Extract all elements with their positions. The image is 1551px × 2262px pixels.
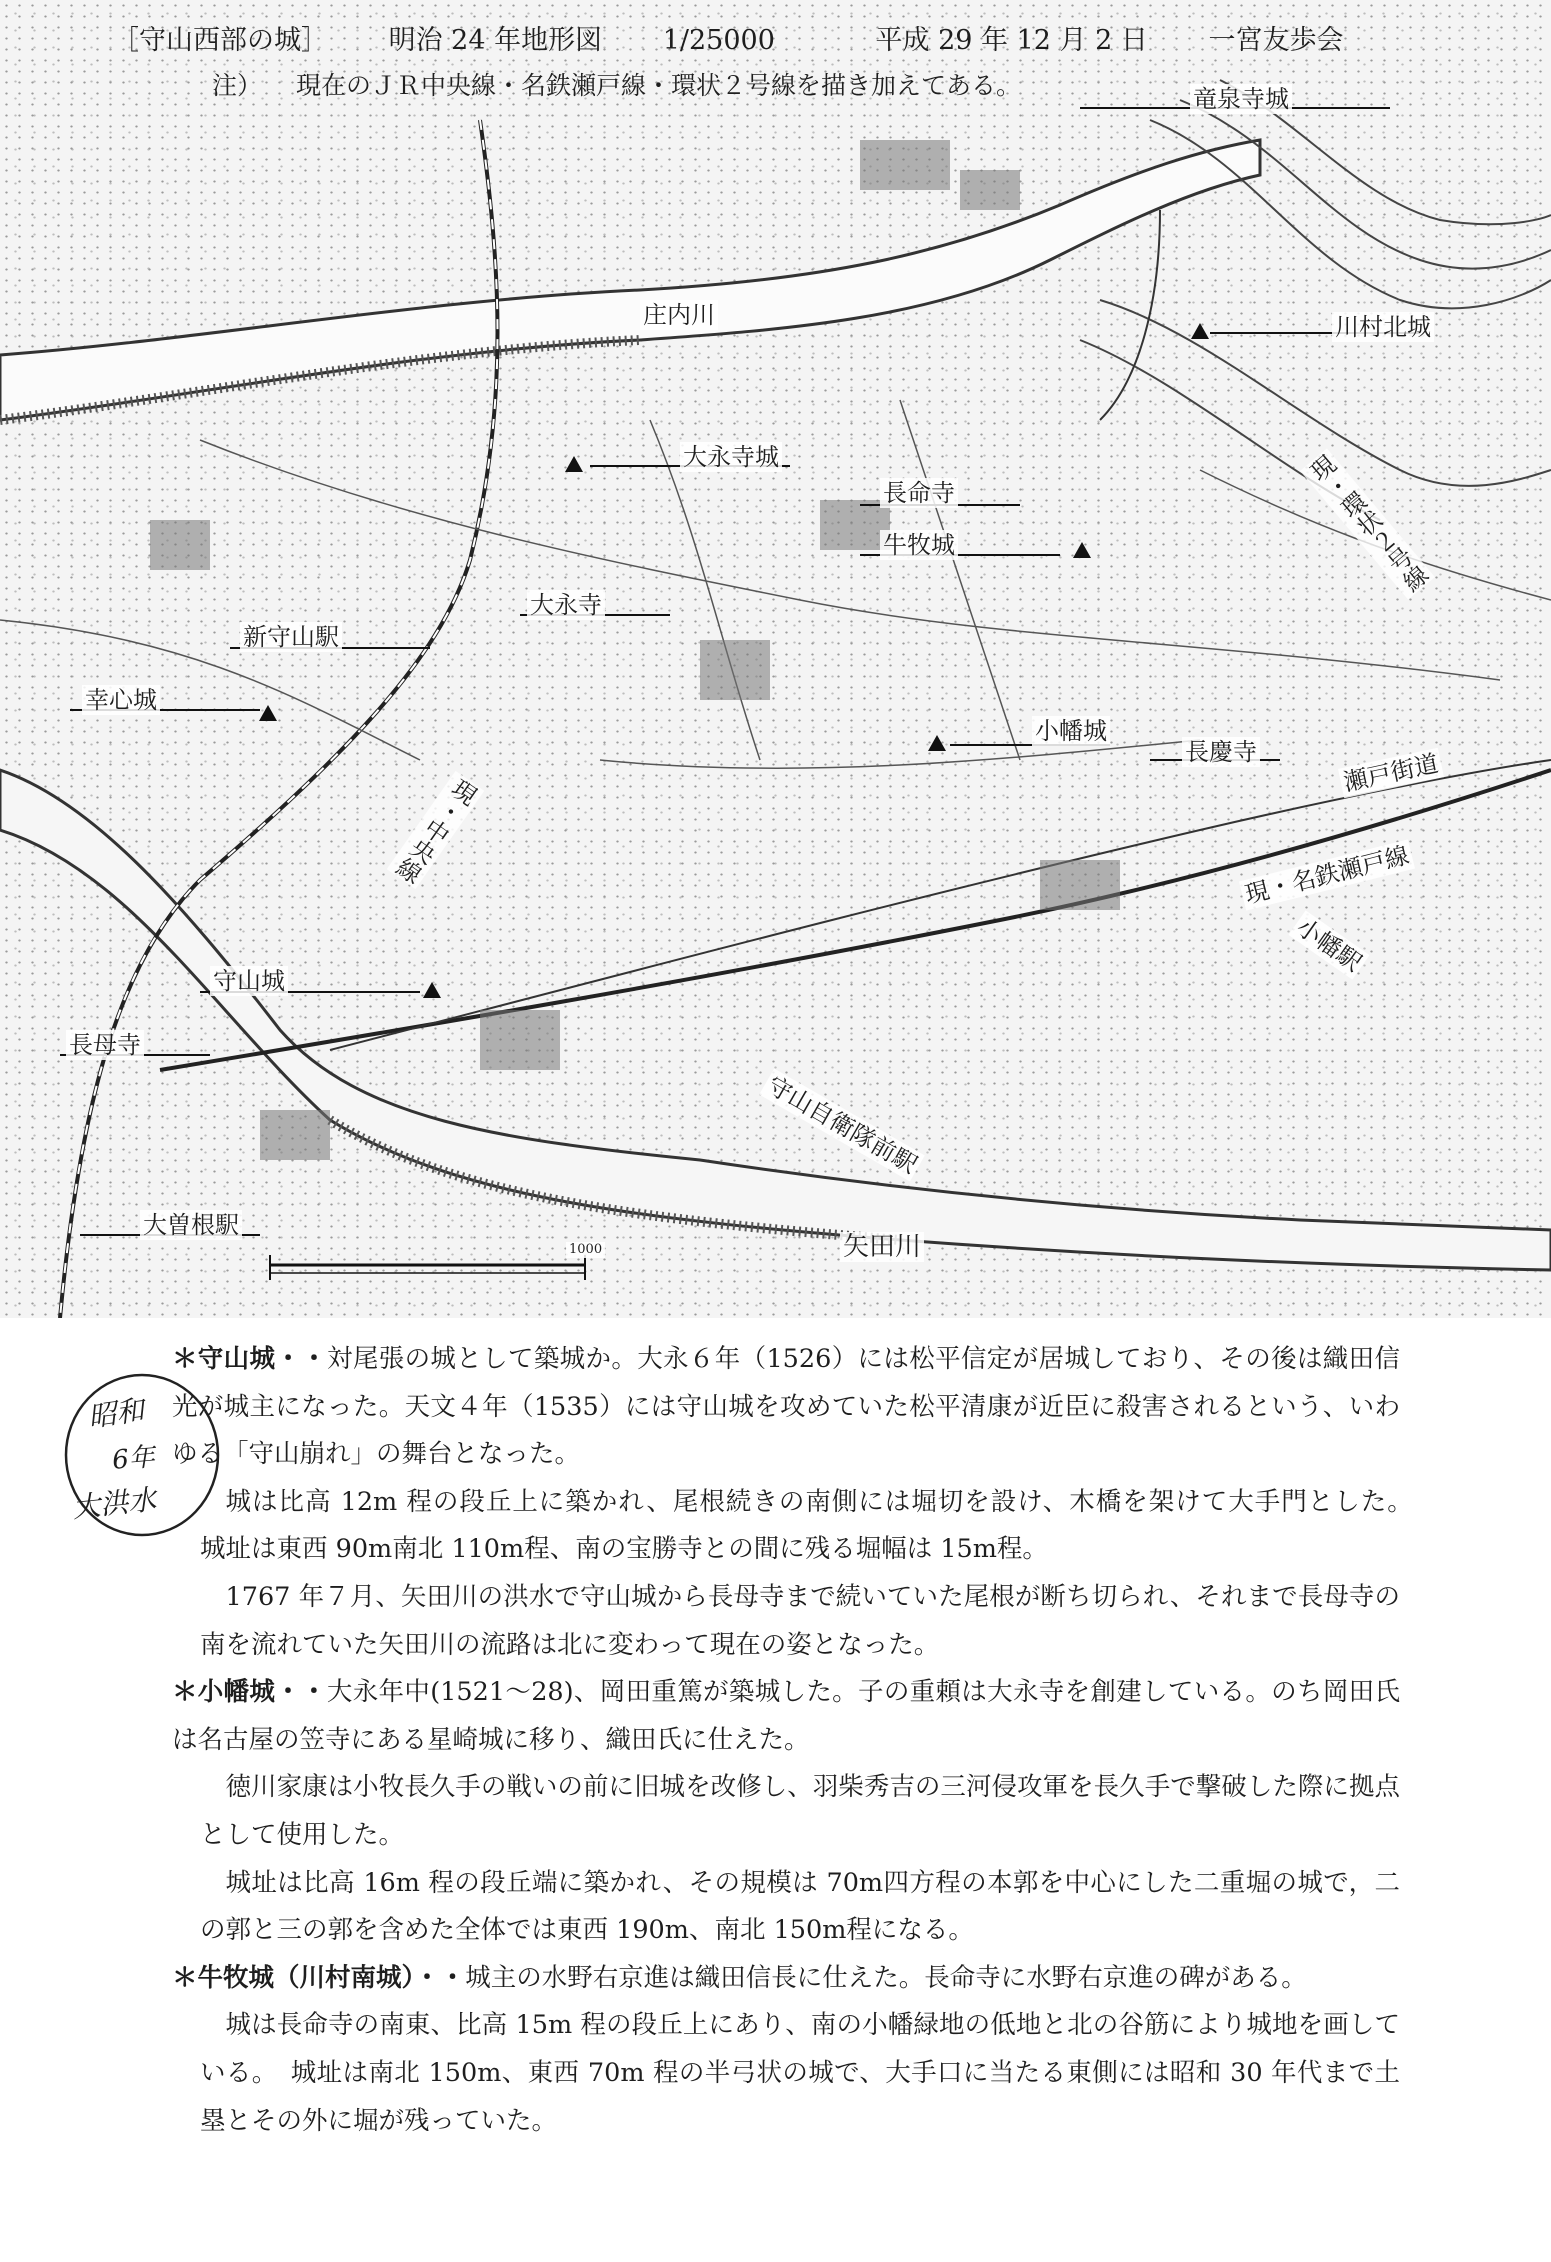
label-shin-moriyama: 新守山駅 [240,622,342,652]
header-title: ［守山西部の城］ [112,25,328,56]
label-daieiji: 大永寺 [527,590,605,620]
castle-marker-koshin [259,705,277,721]
label-seto-kaido: 瀬戸街道 [1338,748,1444,799]
label-chokeiji: 長慶寺 [1182,737,1260,767]
label-scale-end: 1000 [566,1242,605,1258]
castle-marker-moriyama [423,982,441,998]
header-map-name: 明治 24 年地形図 [388,25,603,56]
meitetsu-line [160,770,1551,1070]
header-org: 一宮友歩会 [1208,25,1344,56]
section-moriyama-para1: 対尾張の城として築城か。大永６年（1526）には松平信定が居城しており、その後は織田信光が城主になった。天文４年（1535）には守山城を攻めていた松平清康が近臣に殺害されるという、いわゆる「守山崩れ」の舞台となった。 [171,1344,1400,1470]
section-obata [171,1669,1400,1955]
scale-bar [270,1255,585,1280]
page-header [112,18,1343,57]
label-shonaigawa: 庄内川 [640,300,718,330]
label-ushimaki: 牛牧城 [880,530,958,560]
section-obata-intro [172,1669,1400,1764]
handwritten-line1: 昭和 [86,1393,147,1434]
label-ryusenji: 竜泉寺城 [1190,84,1292,114]
handwritten-line3: 大洪水 [70,1482,158,1525]
section-moriyama [171,1336,1426,1669]
handwritten-line2: 6年 [110,1442,156,1476]
label-obata-st: 小幡駅 [1288,910,1369,979]
section-ushimaki-para2: 城は長命寺の南東、比高 15m 程の段丘上にあり、南の小幡緑地の低地と北の谷筋により城地を画している。 城址は南北 150m、東西 70m 程の半弓状の城で、大手口に当たる東側には昭和 30 年代まで土塁とその外に堀が残っていた。 [200,2010,1400,2136]
label-kanjo: 現・環状２号線 [1300,448,1435,599]
section-obata-head: ＊小幡城・・ [171,1677,327,1708]
castle-marker-kawamura [1191,323,1209,339]
label-kawamura-kita: 川村北城 [1332,312,1434,342]
section-obata-para1: 大永年中(1521～28)、岡田重篤が築城した。子の重頼は大永寺を創建している。のち岡田氏は名古屋の笠寺にある星崎城に移り、織田氏に仕えた。 [171,1677,1400,1755]
section-obata-para3: 城址は比高 16m 程の段丘端に築かれ、その規模は 70m四方程の本郭を中心にした二重堀の城で，二の郭と三の郭を含めた全体では東西 190m、南北 150m程になる。 [200,1867,1400,1946]
section-ushimaki [171,1955,1400,2145]
map-note-prefix: 注） [212,71,263,100]
section-ushimaki-intro [172,1955,1400,2003]
label-chuo-line: 現・中央線 [387,771,484,889]
label-jieitai: 守山自衛隊前駅 [759,1069,925,1182]
castle-marker-daieiji [565,456,583,472]
label-yadagawa: 矢田川 [840,1232,924,1262]
label-chomeiji: 長命寺 [880,478,958,508]
yada-river [0,770,1551,1270]
map-note-text: 現在のＪＲ中央線・名鉄瀬戸線・環状２号線を描き加えてある。 [295,71,1021,100]
map-note [212,66,1021,102]
castle-marker-ushimaki [1073,542,1091,558]
header-scale: 1/25000 [662,25,775,56]
section-obata-para2: 徳川家康は小牧長久手の戦いの前に旧城を改修し、羽柴秀吉の三河侵攻軍を長久手で撃破した際に拠点として使用した。 [200,1772,1400,1850]
kanjo-road [1100,210,1160,420]
label-meitetsu: 現・名鉄瀬戸線 [1239,839,1415,910]
seto-road [330,760,1551,1050]
section-moriyama-para3: 1767 年７月、矢田川の洪水で守山城から長母寺まで続いていた尾根が断ち切られ、それまで長母寺の南を流れていた矢田川の流路は北に変わって現在の姿となった。 [200,1581,1400,1660]
castle-descriptions [171,1336,1426,2145]
shonai-river [0,140,1260,420]
label-daieiji-castle: 大永寺城 [680,442,782,472]
label-ozone: 大曽根駅 [140,1210,242,1240]
label-chobaji: 長母寺 [66,1030,144,1060]
label-obata: 小幡城 [1032,716,1110,746]
castle-marker-obata [928,735,946,751]
section-ushimaki-head: ＊牛牧城（川村南城）・・ [171,1962,466,1993]
section-moriyama-intro [172,1336,1400,1479]
label-moriyama-castle: 守山城 [210,966,288,996]
label-koshin: 幸心城 [82,685,160,715]
section-ushimaki-para1: 城主の水野右京進は織田信長に仕えた。長命寺に水野右京進の碑がある。 [465,1962,1307,1993]
section-moriyama-head: ＊守山城・・ [171,1344,328,1374]
header-date: 平成 29 年 12 月 2 日 [875,25,1148,56]
section-moriyama-para2: 城は比高 12m 程の段丘上に築かれ、尾根続きの南側には堀切を設け、木橋を架けて大手門とした。 城址は東西 90m南北 110m程、南の宝勝寺との間に残る堀幅は 15m程。 [200,1486,1426,1565]
